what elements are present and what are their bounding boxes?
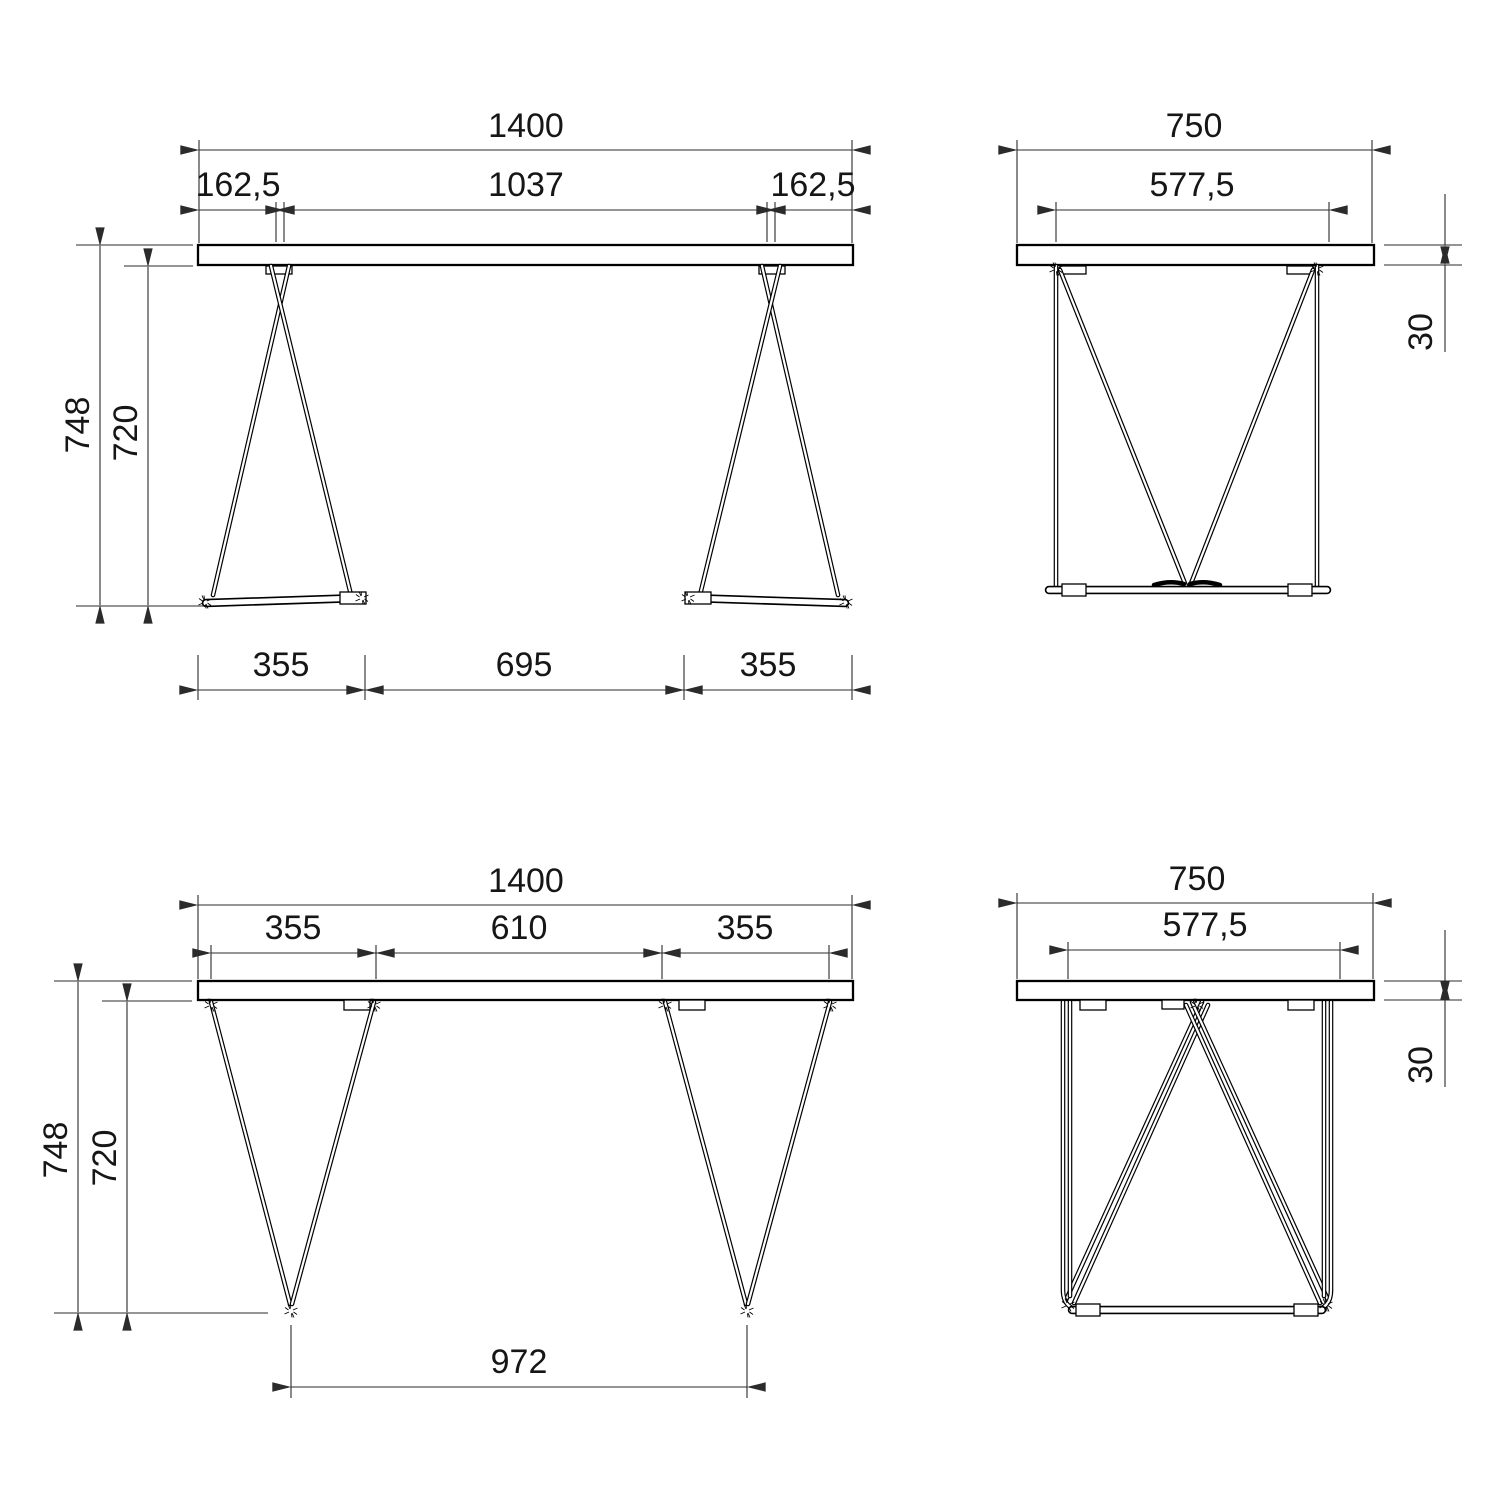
- dim-label-offset-left: 162,5: [195, 166, 281, 204]
- dim-label-height-total-2: 748: [37, 1121, 75, 1179]
- trestle-leg-left: [199, 266, 369, 609]
- dim-label-mount-span: 1037: [488, 166, 564, 204]
- tabletop-front-trestle: [198, 245, 853, 265]
- tabletop-front-hairpin: [198, 981, 853, 1000]
- dimension-top-thickness-2: [1384, 930, 1462, 1087]
- dimension-tip-span: [291, 1325, 747, 1398]
- dim-label-height-clear-2: 720: [86, 1129, 124, 1187]
- dim-label-mount-right: 355: [716, 909, 774, 947]
- dim-label-top-thickness-2: 30: [1402, 1046, 1440, 1084]
- dim-label-foot-right: 355: [739, 646, 797, 684]
- dimension-depth-mount-span: [1056, 166, 1329, 242]
- dim-label-depth-mount-span: 577,5: [1149, 166, 1235, 204]
- view-front-hairpin: [37, 862, 853, 1398]
- dim-label-tip-span: 972: [490, 1343, 548, 1381]
- dim-label-mount-left: 355: [264, 909, 322, 947]
- dim-label-foot-gap: 695: [495, 646, 553, 684]
- dim-label-top-thickness: 30: [1402, 313, 1440, 351]
- tabletop-side-trestle: [1017, 245, 1374, 265]
- trestle-leg-right: [682, 266, 853, 609]
- dimension-mount-row-2: [211, 909, 829, 979]
- dim-label-foot-left: 355: [252, 646, 310, 684]
- dim-label-height-clear: 720: [107, 404, 145, 462]
- dimension-heights-2: [37, 981, 268, 1313]
- dimension-top-mount-row: [195, 166, 855, 242]
- dim-label-mount-gap: 610: [490, 909, 548, 947]
- dim-label-offset-right: 162,5: [770, 166, 856, 204]
- hairpin-leg-left: [205, 999, 381, 1318]
- dimension-heights: [59, 245, 210, 606]
- dim-label-depth-mount-span-2: 577,5: [1162, 906, 1248, 944]
- dim-label-overall-width: 1400: [488, 107, 564, 145]
- view-side-trestle: [1017, 107, 1462, 596]
- view-front-trestle: [59, 107, 856, 700]
- dimension-depth-mount-span-2: [1068, 906, 1340, 979]
- dim-label-depth: 750: [1165, 107, 1223, 145]
- hairpin-leg-right: [659, 999, 837, 1318]
- dim-label-overall-width-2: 1400: [488, 862, 564, 900]
- dimension-top-thickness: [1384, 194, 1462, 352]
- tabletop-side-hairpin: [1017, 981, 1374, 1000]
- dim-label-depth-2: 750: [1168, 860, 1226, 898]
- trestle-side-frame: [1049, 263, 1327, 597]
- hairpin-side-frame: [1062, 999, 1333, 1317]
- view-side-hairpin: [1017, 860, 1462, 1316]
- dimension-foot-row: [198, 646, 852, 700]
- dim-label-height-total: 748: [59, 396, 97, 454]
